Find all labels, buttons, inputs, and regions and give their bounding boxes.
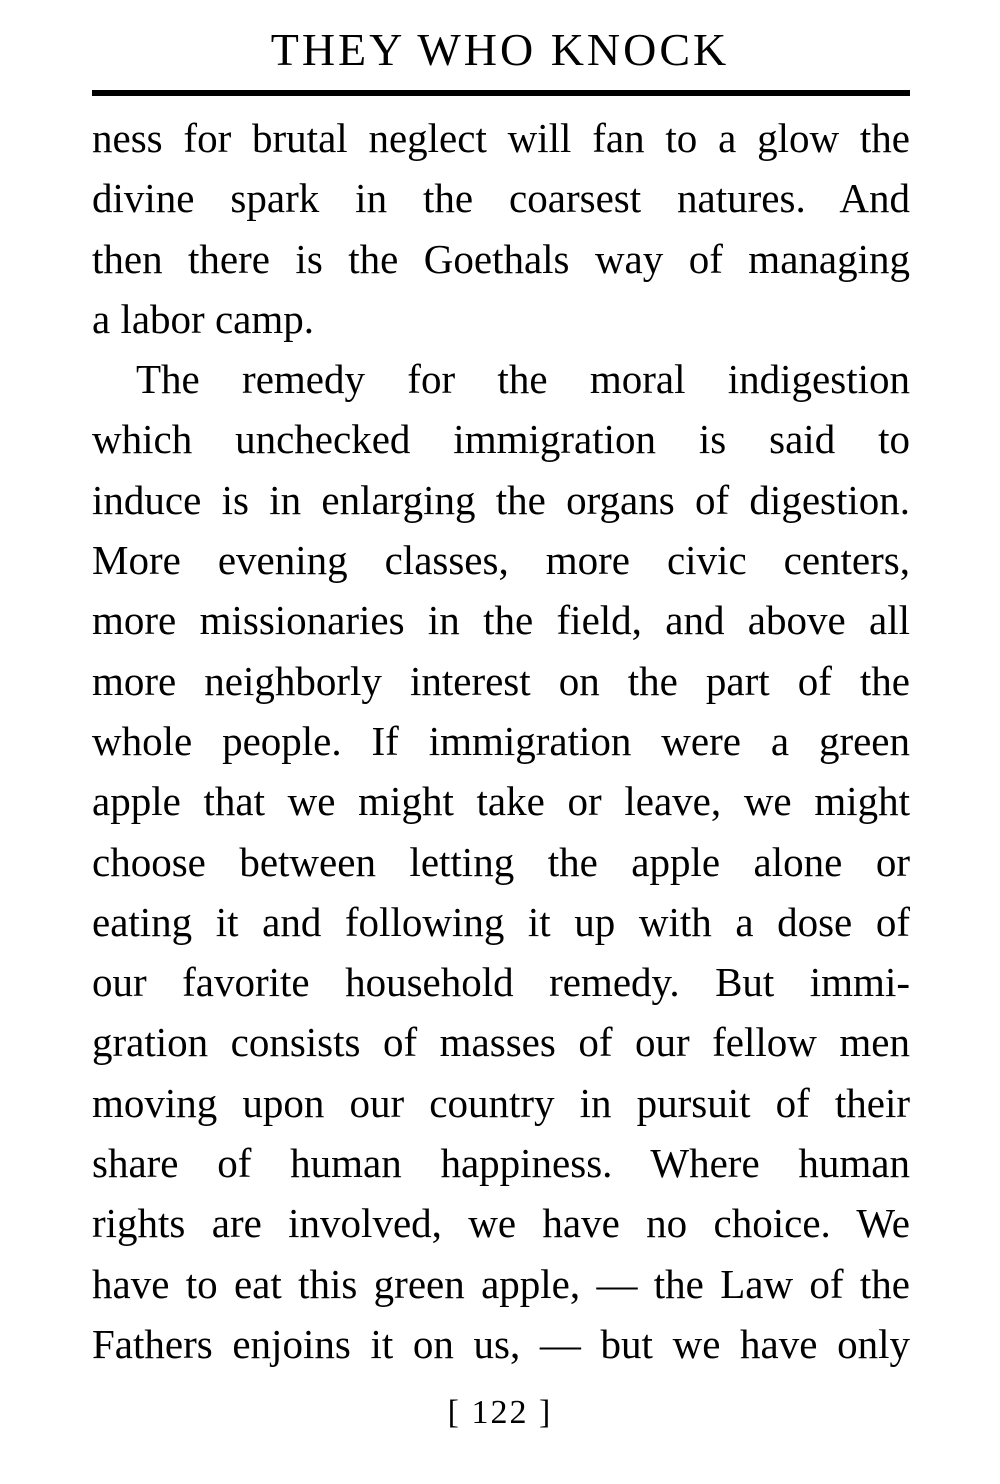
body-line: moving upon our country in pursuit of their	[92, 1079, 910, 1126]
body-line: eating it and following it up with a dose of	[92, 898, 910, 945]
body-line: whole people. If immigration were a green	[92, 717, 910, 764]
page-number: [ 122 ]	[447, 1394, 553, 1431]
header-rule	[92, 90, 910, 96]
paragraph-start-line: The remedy for the moral indigestion	[136, 356, 910, 403]
body-line: have to eat this green apple, — the Law of the	[92, 1260, 910, 1307]
body-line: a labor camp.	[92, 295, 314, 342]
body-line: which unchecked immigration is said to	[92, 416, 910, 463]
body-line: more missionaries in the field, and above all	[92, 597, 910, 644]
body-line: then there is the Goethals way of managing	[92, 235, 910, 282]
body-line: choose between letting the apple alone or	[92, 838, 910, 885]
body-line: apple that we might take or leave, we might	[92, 778, 910, 825]
body-line: gration consists of masses of our fellow men	[92, 1019, 910, 1066]
body-line: More evening classes, more civic centers,	[92, 537, 910, 584]
body-text	[92, 108, 910, 1374]
body-line: ness for brutal neglect will fan to a glow the	[92, 115, 910, 161]
body-line: Fathers enjoins it on us, — but we have only	[92, 1320, 910, 1367]
body-line: more neighborly interest on the part of the	[92, 657, 910, 704]
running-header: THEY WHO KNOCK	[270, 24, 730, 75]
body-line: induce is in enlarging the organs of digestion.	[92, 476, 910, 523]
body-line: share of human happiness. Where human	[92, 1140, 910, 1187]
body-line: divine spark in the coarsest natures. And	[92, 175, 910, 222]
body-line: our favorite household remedy. But immi-	[92, 959, 910, 1006]
body-line: rights are involved, we have no choice. We	[92, 1200, 910, 1247]
